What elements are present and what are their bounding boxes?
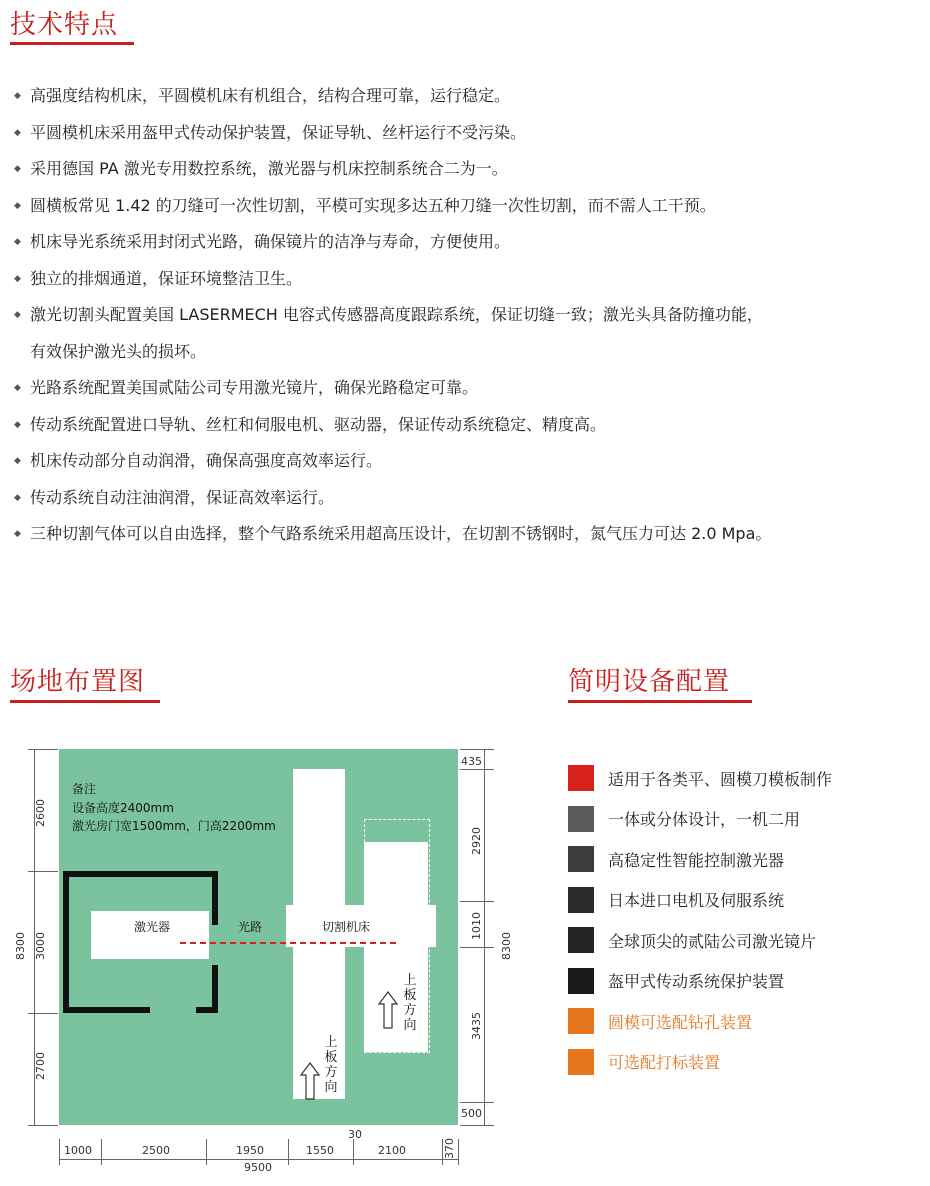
dim-left-tick [28, 871, 58, 872]
dim-right-tick [460, 1125, 494, 1126]
dim-bottom-tick [59, 1139, 60, 1165]
feature-item [10, 115, 925, 152]
color-swatch [568, 1008, 594, 1034]
tech-features-list [10, 78, 925, 553]
dim-left-mid: 3000 [34, 932, 47, 960]
color-swatch [568, 887, 594, 913]
dim-bottom-tick [353, 1139, 354, 1165]
diamond-bullet-icon: ◆ [14, 91, 21, 101]
beam-path-line [180, 942, 396, 944]
laser-room-wall-right-lower [212, 965, 218, 1013]
feature-text: 传动系统配置进口导轨、丝杠和伺服电机、驱动器，保证传动系统稳定、精度高。 [30, 414, 607, 434]
feature-text: 高强度结构机床，平圆模机床有机组合，结构合理可靠，运行稳定。 [30, 86, 511, 105]
color-swatch [568, 765, 594, 791]
config-item-label: 可选配打标装置 [608, 1053, 721, 1072]
dim-right-total: 8300 [500, 932, 513, 960]
dim-right-a: 435 [461, 755, 482, 768]
config-item-label: 圆模可选配钻孔装置 [608, 1012, 753, 1032]
diamond-bullet-icon: ◆ [14, 237, 21, 247]
dim-right-line [484, 749, 485, 1125]
color-swatch [568, 968, 594, 994]
dim-bottom-line [59, 1159, 458, 1160]
laser-room-wall-bottom-left [63, 1007, 150, 1013]
dim-right-tick [460, 749, 494, 750]
feature-text: 三种切割气体可以自由选择，整个气路系统采用超高压设计，在切割不锈钢时，氮气压力可达 2.0 Mpa。 [30, 524, 772, 543]
config-item [568, 887, 784, 913]
notes-heading: 备注 [72, 782, 97, 796]
dim-bottom-tick [288, 1139, 289, 1165]
diamond-bullet-icon: ◆ [14, 310, 21, 320]
feature-item [10, 334, 925, 371]
color-swatch [568, 1049, 594, 1075]
config-item-label: 日本进口电机及伺服系统 [608, 891, 785, 910]
feature-item [10, 151, 925, 188]
board-direction-label-2: 上 板 方 向 [403, 973, 417, 1033]
config-item [568, 927, 816, 953]
dim-right-tick [460, 769, 494, 770]
machine-label: 切割机床 [322, 920, 371, 934]
layout-title-underline [10, 700, 160, 703]
feature-item [10, 297, 925, 334]
feature-text: 圆横板常见 1.42 的刀缝可一次性切割，平模可实现多达五种刀缝一次性切割，而不需人工干预。 [30, 195, 716, 215]
diamond-bullet-icon: ◆ [14, 383, 21, 393]
feature-text: 机床传动部分自动润滑，确保高强度高效率运行。 [30, 451, 383, 470]
config-item [568, 1008, 752, 1034]
config-title: 简明设备配置 [568, 667, 731, 697]
feature-text: 独立的排烟通道，保证环境整洁卫生。 [30, 268, 303, 288]
dim-left-tick [28, 1125, 58, 1126]
floor-plan [0, 735, 520, 1186]
diamond-bullet-icon: ◆ [14, 456, 21, 466]
dim-left-bottom: 2700 [34, 1052, 47, 1080]
config-item-label: 高稳定性智能控制激光器 [608, 850, 785, 870]
beam-path-label: 光路 [238, 920, 263, 934]
feature-text: 有效保护激光头的损坏。 [30, 341, 207, 361]
diamond-bullet-icon: ◆ [14, 164, 21, 174]
dim-bottom-gap: 30 [348, 1128, 362, 1141]
dim-bottom-b: 2500 [142, 1144, 170, 1157]
feature-item [10, 370, 925, 407]
dim-left-top: 2600 [34, 799, 47, 827]
dim-right-c: 1010 [470, 912, 483, 940]
notes-line-2: 激光房门宽1500mm，门高2200mm [72, 819, 276, 833]
feature-item [10, 480, 925, 517]
dim-bottom-e: 2100 [378, 1144, 406, 1157]
dim-bottom-a: 1000 [64, 1144, 92, 1157]
diamond-bullet-icon: ◆ [14, 529, 21, 539]
config-item [568, 1049, 720, 1075]
color-swatch [568, 846, 594, 872]
config-item-label: 适用于各类平、圆模刀模板制作 [608, 769, 833, 789]
dim-left-total: 8300 [14, 932, 27, 960]
feature-item [10, 78, 925, 115]
dim-bottom-tick [458, 1139, 459, 1165]
color-swatch [568, 806, 594, 832]
feature-text: 平圆模机床采用盔甲式传动保护装置，保证导轨、丝杆运行不受污染。 [30, 122, 527, 142]
dim-right-e: 500 [461, 1107, 482, 1120]
arrow-up-icon [377, 990, 399, 1030]
feature-item [10, 261, 925, 298]
laser-room-wall-top [63, 871, 218, 877]
feature-text: 传动系统自动注油润滑，保证高效率运行。 [30, 487, 335, 507]
config-title-underline [568, 700, 752, 703]
feature-item [10, 188, 925, 225]
laser-room-wall-bottom-right [196, 1007, 218, 1013]
config-item [568, 765, 832, 791]
dim-bottom-c: 1950 [236, 1144, 264, 1157]
dim-right-d: 3435 [470, 1012, 483, 1040]
laser-room-wall-left [63, 871, 69, 1013]
laser-unit-label: 激光器 [134, 920, 171, 934]
dim-right-tick [460, 901, 494, 902]
feature-item [10, 516, 925, 553]
diamond-bullet-icon: ◆ [14, 273, 21, 284]
dim-bottom-d: 1550 [306, 1144, 334, 1157]
feature-text: 激光切割头配置美国 LASERMECH 电容式传感器高度跟踪系统，保证切缝一致；激光头具备防撞功能， [30, 305, 763, 324]
tech-features-title: 技术特点 [10, 10, 119, 40]
dim-bottom-tick [206, 1139, 207, 1165]
dim-left-tick [28, 1013, 58, 1014]
dim-right-tick [460, 947, 494, 948]
dim-bottom-total: 9500 [244, 1161, 272, 1174]
diamond-bullet-icon: ◆ [14, 419, 21, 430]
dim-bottom-f: 370 [443, 1138, 456, 1159]
dim-right-b: 2920 [470, 827, 483, 855]
tech-title-underline [10, 42, 134, 45]
diamond-bullet-icon: ◆ [14, 200, 21, 211]
diamond-bullet-icon: ◆ [14, 127, 21, 138]
config-item [568, 806, 800, 832]
dim-left-tick [28, 749, 58, 750]
board-direction-label-1: 上 板 方 向 [324, 1035, 338, 1095]
layout-title: 场地布置图 [10, 667, 146, 697]
diamond-bullet-icon: ◆ [14, 492, 21, 503]
laser-room-wall-right [212, 871, 218, 925]
notes-line-1: 设备高度2400mm [72, 801, 174, 815]
config-item-label: 盔甲式传动系统保护装置 [608, 972, 785, 991]
arrow-up-icon [299, 1061, 321, 1101]
color-swatch [568, 927, 594, 953]
config-item [568, 968, 784, 994]
feature-item [10, 224, 925, 261]
feature-text: 光路系统配置美国贰陆公司专用激光镜片，确保光路稳定可靠。 [30, 378, 479, 397]
config-item [568, 846, 784, 872]
config-item-label: 全球顶尖的贰陆公司激光镜片 [608, 931, 817, 951]
dim-bottom-tick [101, 1139, 102, 1165]
feature-text: 采用德国 PA 激光专用数控系统，激光器与机床控制系统合二为一。 [30, 159, 508, 178]
config-item-label: 一体或分体设计，一机二用 [608, 810, 801, 829]
feature-item [10, 407, 925, 444]
feature-text: 机床导光系统采用封闭式光路，确保镜片的洁净与寿命，方便使用。 [30, 232, 511, 251]
feature-item [10, 443, 925, 480]
dim-right-tick [460, 1102, 494, 1103]
